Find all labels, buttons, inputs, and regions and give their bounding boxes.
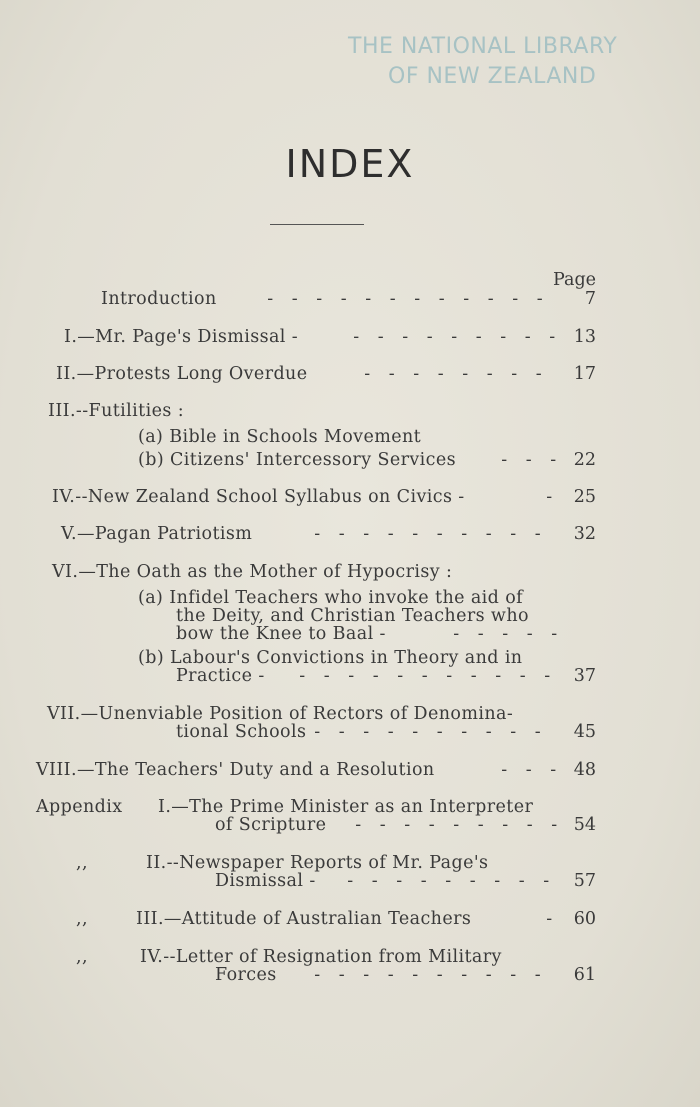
leader-dots: - - - - - - - - - - xyxy=(314,965,541,985)
page-number: 32 xyxy=(573,524,596,544)
entry-chapter-7-line-1: VII.—Unenviable Position of Rectors of Denomina- xyxy=(47,704,514,724)
entry-chapter-6b-line-2: Practice - xyxy=(176,666,265,686)
ditto-mark: ,, xyxy=(76,947,88,967)
stamp-line-2: OF NEW ZEALAND xyxy=(388,64,597,89)
page-number: 17 xyxy=(573,364,596,384)
appendix-2-line-1: II.--Newspaper Reports of Mr. Page's xyxy=(146,853,489,873)
page-column-label: Page xyxy=(553,270,596,290)
appendix-4-line-1: IV.--Letter of Resignation from Military xyxy=(140,947,502,967)
leader-dots: - xyxy=(546,487,553,507)
entry-chapter-1: I.—Mr. Page's Dismissal - xyxy=(64,327,299,347)
entry-chapter-4: IV.--New Zealand School Syllabus on Civics - xyxy=(52,487,465,507)
stamp-line-1: THE NATIONAL LIBRARY xyxy=(348,34,618,59)
leader-dots: - - - - - - - - - xyxy=(355,815,558,835)
leader-dots: - - - - - - - - - - xyxy=(314,722,541,742)
entry-chapter-8: VIII.—The Teachers' Duty and a Resolution xyxy=(36,760,435,780)
entry-chapter-6: VI.—The Oath as the Mother of Hypocrisy : xyxy=(52,562,453,582)
leader-dots: - - - - - - - - - - xyxy=(314,524,541,544)
leader-dots: - - - - - - - - - - - xyxy=(299,666,551,686)
page-title: INDEX xyxy=(285,142,415,186)
entry-introduction: Introduction xyxy=(101,289,217,309)
page-number: 13 xyxy=(573,327,596,347)
entry-chapter-3: III.--Futilities : xyxy=(48,401,184,421)
leader-dots: - - - - - - - - - - - - xyxy=(267,289,543,309)
appendix-1-line-2: of Scripture xyxy=(215,815,327,835)
appendix-1-line-1: I.—The Prime Minister as an Interpreter xyxy=(158,797,534,817)
entry-chapter-6a-line-3: bow the Knee to Baal - xyxy=(176,624,386,644)
page-number: 60 xyxy=(573,909,596,929)
leader-dots: - - - - - xyxy=(453,624,558,644)
entry-chapter-5: V.—Pagan Patriotism xyxy=(61,524,253,544)
appendix-3: III.—Attitude of Australian Teachers xyxy=(136,909,472,929)
page-number: 54 xyxy=(573,815,596,835)
ditto-mark: ,, xyxy=(76,853,88,873)
page-number: 48 xyxy=(573,760,596,780)
page-number: 57 xyxy=(573,871,596,891)
ditto-mark: ,, xyxy=(76,909,88,929)
entry-chapter-3a: (a) Bible in Schools Movement xyxy=(138,427,422,447)
entry-chapter-3b: (b) Citizens' Intercessory Services xyxy=(138,450,456,470)
appendix-2-line-2: Dismissal - xyxy=(215,871,316,891)
page-number: 37 xyxy=(573,666,596,686)
leader-dots: - - - xyxy=(501,760,557,780)
leader-dots: - - - xyxy=(501,450,557,470)
entry-chapter-7-line-2: tional Schools xyxy=(176,722,307,742)
library-stamp xyxy=(340,30,670,100)
page-number: 45 xyxy=(573,722,596,742)
leader-dots: - - - - - - - - xyxy=(364,364,542,384)
title-rule xyxy=(270,224,364,225)
entry-chapter-2: II.—Protests Long Overdue xyxy=(56,364,308,384)
leader-dots: - - - - - - - - - xyxy=(347,871,550,891)
page-number: 7 xyxy=(584,289,596,309)
entry-chapter-6b-line-1: (b) Labour's Convictions in Theory and in xyxy=(138,648,523,668)
leader-dots: - - - - - - - - - xyxy=(353,327,556,347)
page-number: 22 xyxy=(573,450,596,470)
page-number: 61 xyxy=(573,965,596,985)
entry-chapter-6a-line-1: (a) Infidel Teachers who invoke the aid of xyxy=(138,588,524,608)
entry-chapter-6a-line-2: the Deity, and Christian Teachers who xyxy=(176,606,529,626)
appendix-label: Appendix xyxy=(36,797,123,817)
page-number: 25 xyxy=(573,487,596,507)
leader-dots: - xyxy=(546,909,553,929)
appendix-4-line-2: Forces xyxy=(215,965,277,985)
